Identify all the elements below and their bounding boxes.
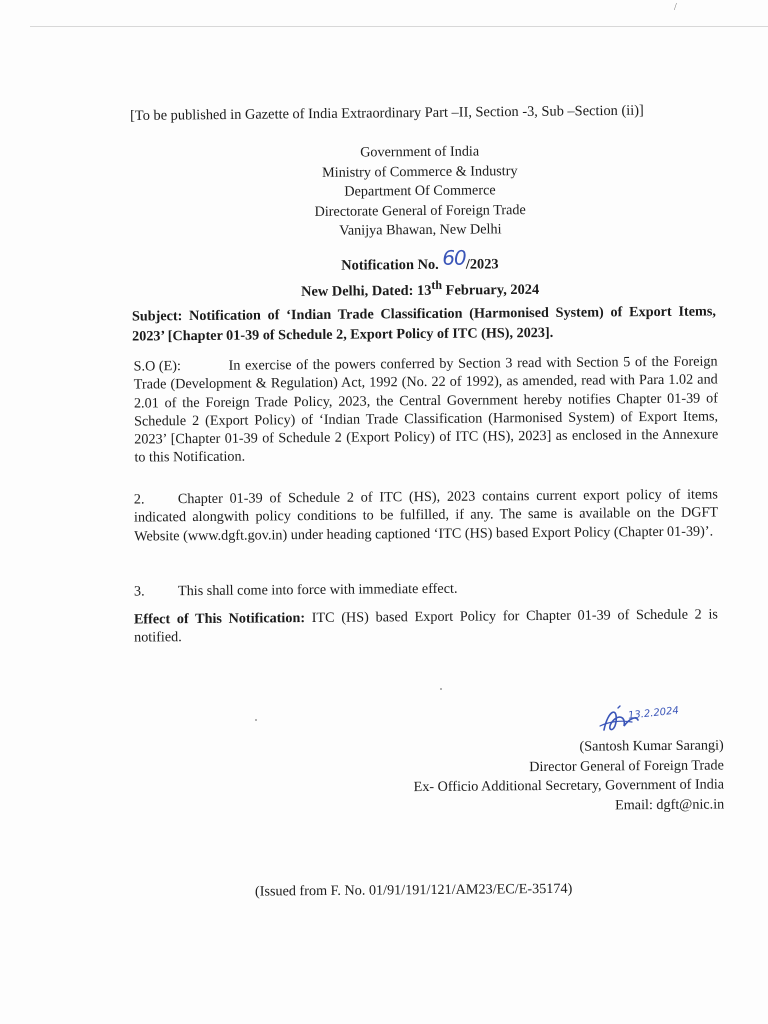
issued-from-file-number: (Issued from F. No. 01/91/191/121/AM23/EC/E-35174)	[254, 880, 573, 900]
date-ordinal: th	[431, 277, 443, 292]
paragraph-2-text: Chapter 01-39 of Schedule 2 of ITC (HS), 2023 contains current export policy of items indicated alongwith policy conditions to be fulfilled, if any. The same is available on the DGFT Website (www.dgft.gov.in) under heading captioned ‘ITC (HS) based Export Policy (Chapter 01-39)’.	[133, 486, 719, 545]
signatory-name: (Santosh Kumar Sarangi)	[579, 737, 724, 755]
signatory-designation: Director General of Foreign Trade	[529, 756, 724, 775]
gazette-publication-line: [To be published in Gazette of India Extraordinary Part –II, Section -3, Sub –Section (ii)]	[130, 102, 644, 124]
header-line-department: Department Of Commerce	[344, 182, 496, 200]
paragraph-so	[134, 352, 719, 467]
header-line-ministry: Ministry of Commerce & Industry	[322, 162, 518, 181]
notification-date	[250, 274, 590, 303]
scan-edge-line	[30, 26, 768, 27]
notification-number-prefix: Notification No.	[341, 256, 443, 274]
scan-speck	[255, 719, 257, 721]
header-line-government: Government of India	[360, 143, 480, 161]
so-text: In exercise of the powers conferred by Section 3 read with Section 5 of the Foreign Trade (Development & Regulation) Act, 1992 (No. 22 of 1992), as amended, read with Para 1.02 and 2.01 of the Foreign Trade Policy, 2023, the Central Government hereby notifies Chapter 01-39 of Schedule 2 (Export Policy) of ‘Indian Trade Classification (Harmonised System) of Export Items, 2023’ [Chapter 01-39 of Schedule 2 (Export Policy) of ITC (HS), 2023] as enclosed in the Annexure to this Notification.	[133, 353, 719, 467]
signatory-additional-title: Ex- Officio Additional Secretary, Government of India	[413, 776, 725, 796]
handwritten-signature	[596, 700, 706, 740]
paragraph-3-text: This shall come into force with immediate effect.	[177, 580, 458, 600]
paragraph-2	[134, 485, 718, 545]
issuing-authority-header	[260, 142, 581, 242]
effect-label: Effect of This Notification:	[133, 610, 306, 628]
header-line-directorate: Directorate General of Foreign Trade	[314, 201, 526, 220]
notification-year: /2023	[465, 256, 499, 273]
header-line-address: Vanijya Bhawan, New Delhi	[339, 221, 502, 239]
subject-paragraph: Subject: Notification of ‘Indian Trade Classification (Harmonised System) of Export Items, 2023’ [Chapter 01-39 of Schedule 2, Export Policy of ITC (HS), 2023].	[131, 303, 716, 345]
scan-speck	[440, 688, 442, 690]
effect-paragraph	[134, 605, 718, 647]
so-label: S.O (E):	[133, 358, 181, 375]
scan-mark: /	[674, 2, 677, 13]
handwritten-signature-date: 13.2.2024	[627, 705, 680, 722]
notification-heading	[250, 245, 590, 303]
paragraph-2-number: 2.	[133, 491, 145, 508]
paragraph-3-number: 3.	[133, 583, 145, 600]
signature-block	[360, 736, 725, 817]
date-prefix: New Delhi, Dated: 13	[300, 282, 432, 300]
signatory-email: Email: dgft@nic.in	[614, 795, 725, 813]
date-suffix: February, 2024	[441, 281, 540, 299]
handwritten-notification-number: 60	[442, 245, 466, 270]
effect-text: ITC (HS) based Export Policy for Chapter 01-39 of Schedule 2 is notified.	[134, 606, 718, 646]
notification-number	[250, 245, 590, 277]
paragraph-3	[134, 577, 718, 600]
